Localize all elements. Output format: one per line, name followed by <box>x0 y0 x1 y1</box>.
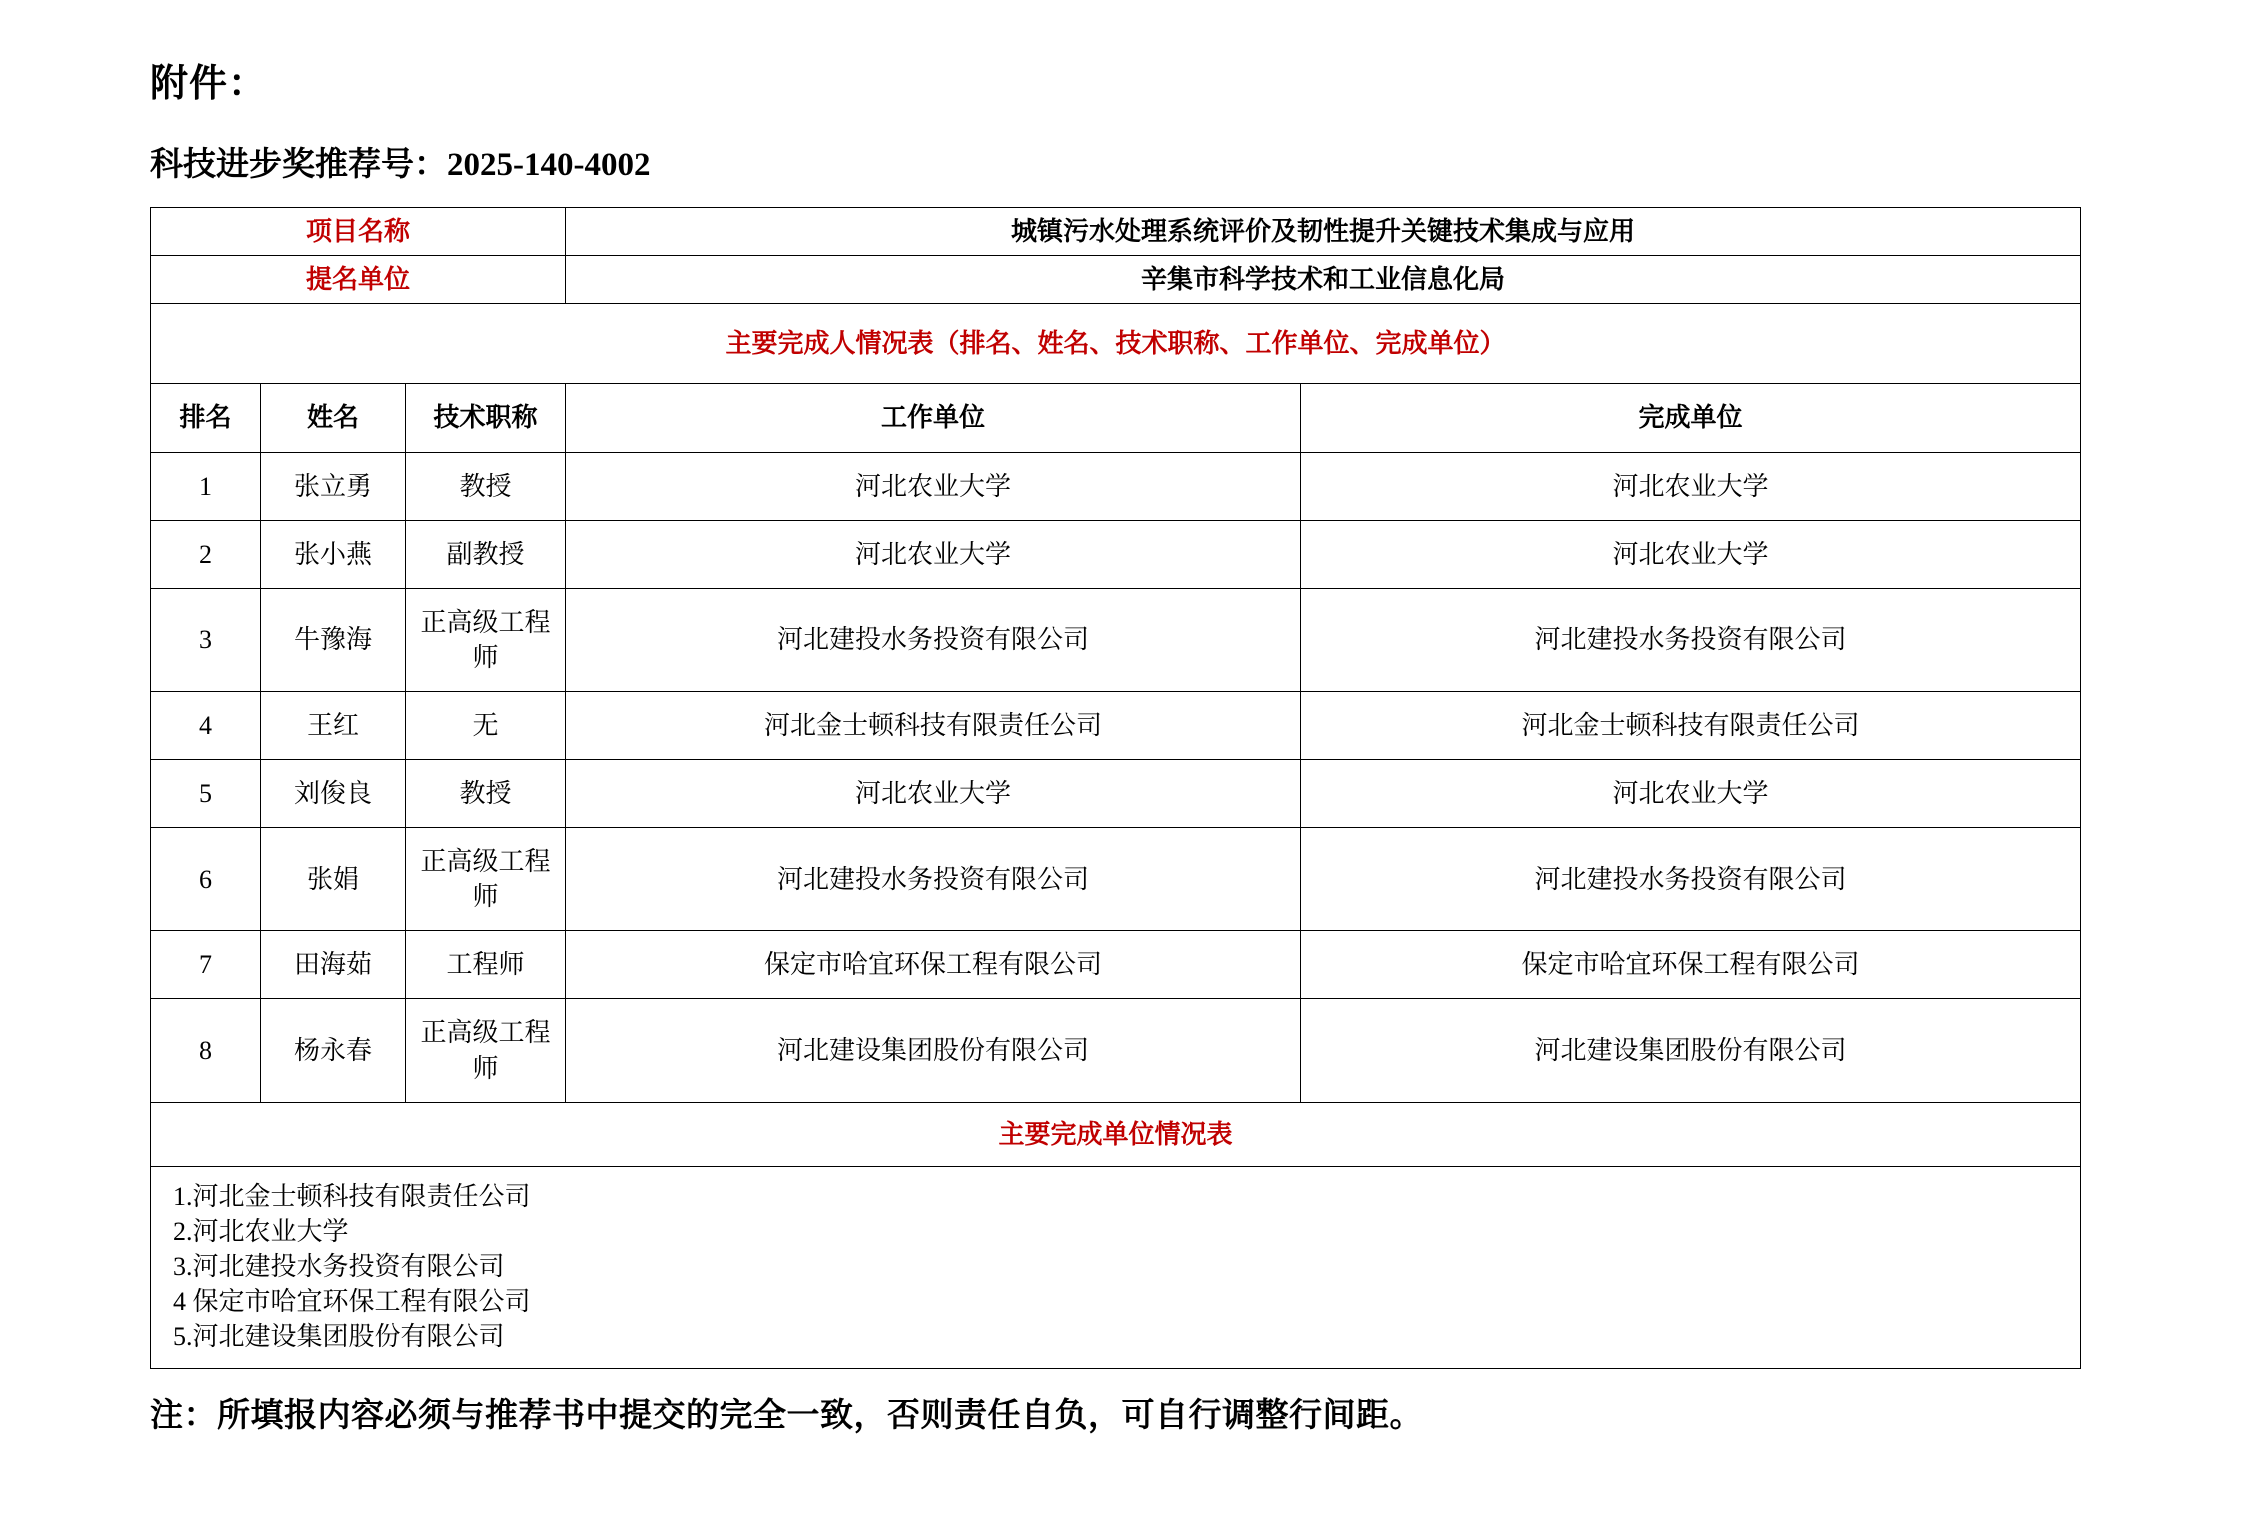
footer-note: 注：所填报内容必须与推荐书中提交的完全一致，否则责任自负，可自行调整行间距。 <box>150 1398 1423 1435</box>
cell-name: 牛豫海 <box>261 588 406 691</box>
column-header-tech-title: 技术职称 <box>406 384 566 452</box>
units-section-title-row <box>151 1102 2081 1166</box>
units-section-title: 主要完成单位情况表 <box>151 1102 2081 1166</box>
recommendation-number-value: 2025-140-4002 <box>447 146 651 183</box>
cell-done-unit: 河北建投水务投资有限公司 <box>1301 588 2081 691</box>
cell-work-unit: 河北农业大学 <box>566 520 1301 588</box>
persons-table-header-row <box>151 384 2081 452</box>
cell-name: 田海茹 <box>261 931 406 999</box>
table-row <box>151 760 2081 828</box>
nominating-unit-value: 辛集市科学技术和工业信息化局 <box>566 256 2081 304</box>
cell-name: 张小燕 <box>261 520 406 588</box>
cell-name: 杨永春 <box>261 999 406 1102</box>
cell-name: 张娟 <box>261 828 406 931</box>
cell-work-unit: 河北农业大学 <box>566 760 1301 828</box>
table-row <box>151 588 2081 691</box>
cell-done-unit: 河北建设集团股份有限公司 <box>1301 999 2081 1102</box>
table-row <box>151 828 2081 931</box>
persons-section-title: 主要完成人情况表（排名、姓名、技术职称、工作单位、完成单位） <box>151 304 2081 384</box>
list-item: 4 保定市哈宜环保工程有限公司 <box>173 1286 531 1316</box>
project-name-value: 城镇污水处理系统评价及韧性提升关键技术集成与应用 <box>566 208 2081 256</box>
cell-tech-title: 工程师 <box>406 931 566 999</box>
cell-done-unit: 河北农业大学 <box>1301 452 2081 520</box>
column-header-name: 姓名 <box>261 384 406 452</box>
cell-rank: 2 <box>151 520 261 588</box>
cell-work-unit: 河北建投水务投资有限公司 <box>566 588 1301 691</box>
cell-work-unit: 河北农业大学 <box>566 452 1301 520</box>
table-row <box>151 520 2081 588</box>
cell-done-unit: 河北金士顿科技有限责任公司 <box>1301 691 2081 759</box>
list-item: 3.河北建投水务投资有限公司 <box>173 1251 505 1281</box>
cell-tech-title: 副教授 <box>406 520 566 588</box>
attachment-label: 附件： <box>150 63 268 105</box>
cell-done-unit: 河北农业大学 <box>1301 760 2081 828</box>
cell-tech-title: 教授 <box>406 452 566 520</box>
cell-work-unit: 河北金士顿科技有限责任公司 <box>566 691 1301 759</box>
table-row <box>151 999 2081 1102</box>
cell-rank: 7 <box>151 931 261 999</box>
cell-name: 张立勇 <box>261 452 406 520</box>
project-name-label: 项目名称 <box>151 208 566 256</box>
recommendation-table <box>150 207 2081 1369</box>
recommendation-number-label: 科技进步奖推荐号： <box>150 146 447 183</box>
recommendation-number-line <box>150 146 2095 186</box>
table-row <box>151 691 2081 759</box>
units-list <box>151 1166 2081 1368</box>
cell-tech-title: 教授 <box>406 760 566 828</box>
cell-tech-title: 正高级工程师 <box>406 828 566 931</box>
column-header-work-unit: 工作单位 <box>566 384 1301 452</box>
info-row-nominating-unit <box>151 256 2081 304</box>
cell-name: 刘俊良 <box>261 760 406 828</box>
list-item: 1.河北金士顿科技有限责任公司 <box>173 1181 531 1211</box>
cell-rank: 3 <box>151 588 261 691</box>
info-row-project-name <box>151 208 2081 256</box>
cell-done-unit: 保定市哈宜环保工程有限公司 <box>1301 931 2081 999</box>
units-list-row <box>151 1166 2081 1368</box>
cell-rank: 6 <box>151 828 261 931</box>
cell-tech-title: 无 <box>406 691 566 759</box>
cell-done-unit: 河北建投水务投资有限公司 <box>1301 828 2081 931</box>
cell-tech-title: 正高级工程师 <box>406 999 566 1102</box>
cell-rank: 5 <box>151 760 261 828</box>
cell-done-unit: 河北农业大学 <box>1301 520 2081 588</box>
list-item: 2.河北农业大学 <box>173 1216 349 1246</box>
column-header-done-unit: 完成单位 <box>1301 384 2081 452</box>
cell-rank: 8 <box>151 999 261 1102</box>
table-row <box>151 931 2081 999</box>
table-row <box>151 452 2081 520</box>
cell-rank: 1 <box>151 452 261 520</box>
cell-work-unit: 保定市哈宜环保工程有限公司 <box>566 931 1301 999</box>
list-item: 5.河北建设集团股份有限公司 <box>173 1322 505 1352</box>
cell-name: 王红 <box>261 691 406 759</box>
cell-tech-title: 正高级工程师 <box>406 588 566 691</box>
persons-section-title-row <box>151 304 2081 384</box>
cell-work-unit: 河北建设集团股份有限公司 <box>566 999 1301 1102</box>
cell-work-unit: 河北建投水务投资有限公司 <box>566 828 1301 931</box>
cell-rank: 4 <box>151 691 261 759</box>
column-header-rank: 排名 <box>151 384 261 452</box>
nominating-unit-label: 提名单位 <box>151 256 566 304</box>
